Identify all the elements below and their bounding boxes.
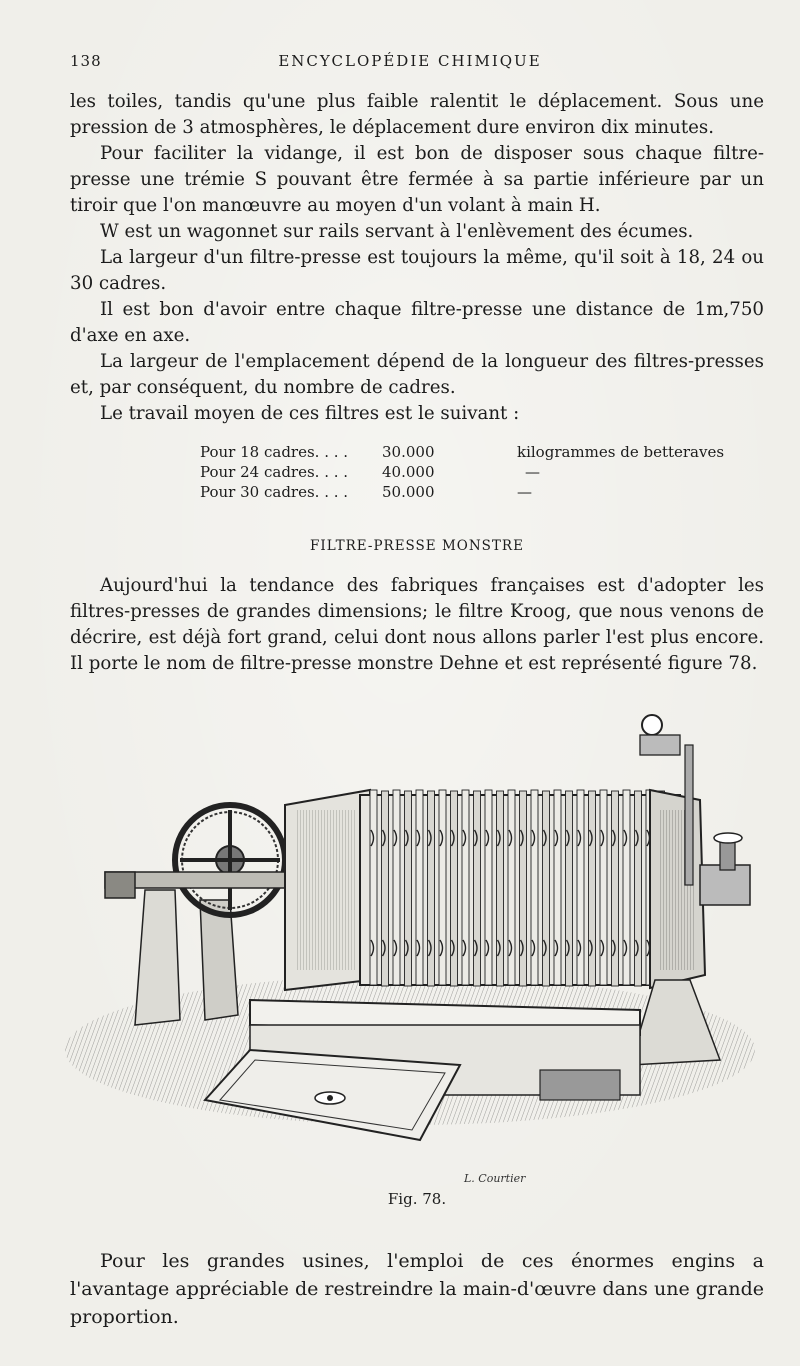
paragraph: Il est bon d'avoir entre chaque filtre-presse une distance de 1m,750 d'axe en axe. xyxy=(70,299,764,346)
filter-plate xyxy=(474,791,481,986)
filter-plate xyxy=(382,791,389,986)
section-title: FILTRE-PRESSE MONSTRE xyxy=(310,538,524,554)
filter-plate xyxy=(635,791,642,986)
engraver-signature: L. Courtier xyxy=(464,1172,526,1185)
paragraph: Pour faciliter la vidange, il est bon de disposer sous chaque filtre-presse une trémie S pouvant être fermée à sa partie inférieure par un tiroir que l'on manœuvre au moyen d'un volant à main H. xyxy=(70,143,764,216)
table-cell: 30.000 xyxy=(382,443,435,461)
paragraph: les toiles, tandis qu'une plus faible ralentit le déplacement. Sous une pression de 3 atmosphères, le déplacement dure environ dix minutes. xyxy=(70,91,764,138)
filter-plate xyxy=(428,791,435,986)
table-row xyxy=(200,462,724,482)
figure-filter-press-illustration xyxy=(60,690,760,1190)
work-table xyxy=(200,442,724,502)
table-cell: — xyxy=(525,463,540,481)
page-header xyxy=(70,52,750,76)
paragraph: Aujourd'hui la tendance des fabriques françaises est d'adopter les filtres-presses de grandes dimensions; le filtre Kroog, que nous venons de décrire, est déjà fort grand, celui dont nous allons parler l'est plus encore. Il porte le nom de filtre-presse monstre Dehne et est représenté figure 78. xyxy=(70,575,764,674)
paragraph: W est un wagonnet sur rails servant à l'enlèvement des écumes. xyxy=(100,221,694,242)
paragraph: La largeur d'un filtre-presse est toujours la même, qu'il soit à 18, 24 ou 30 cadres. xyxy=(70,247,764,294)
body-text-top xyxy=(70,89,764,427)
paragraph: La largeur de l'emplacement dépend de la longueur des filtres-presses et, par conséquent, du nombre de cadres. xyxy=(70,351,764,398)
filter-plate xyxy=(566,791,573,986)
table-cell: Pour 18 cadres. . . . xyxy=(200,443,349,461)
filter-plate xyxy=(405,791,412,986)
table-cell: Pour 30 cadres. . . . xyxy=(200,483,349,501)
filter-plate xyxy=(612,791,619,986)
table-row xyxy=(200,442,724,462)
filter-plate xyxy=(520,791,527,986)
paragraph: Le travail moyen de ces filtres est le suivant : xyxy=(100,403,520,424)
filter-plate xyxy=(589,791,596,986)
filter-plate xyxy=(497,791,504,986)
paragraph: Pour les grandes usines, l'emploi de ces énormes engins a l'avantage appréciable de restreindre la main-d'œuvre dans une grande proportion. xyxy=(70,1250,764,1328)
table-row xyxy=(200,482,724,502)
running-title: ENCYCLOPÉDIE CHIMIQUE xyxy=(278,52,542,70)
table-cell: — xyxy=(517,483,532,501)
figure-caption: Fig. 78. xyxy=(387,1190,447,1208)
table-cell: kilogrammes de betteraves xyxy=(517,443,725,461)
table-cell: 50.000 xyxy=(382,483,435,501)
body-text-section xyxy=(70,573,764,677)
filter-press-engraving xyxy=(60,690,760,1190)
filter-plate xyxy=(451,791,458,986)
page-number: 138 xyxy=(70,52,102,70)
filter-plate xyxy=(543,791,550,986)
table-cell: 40.000 xyxy=(382,463,435,481)
body-text-closing xyxy=(70,1228,764,1350)
table-cell: Pour 24 cadres. . . . xyxy=(200,463,349,481)
